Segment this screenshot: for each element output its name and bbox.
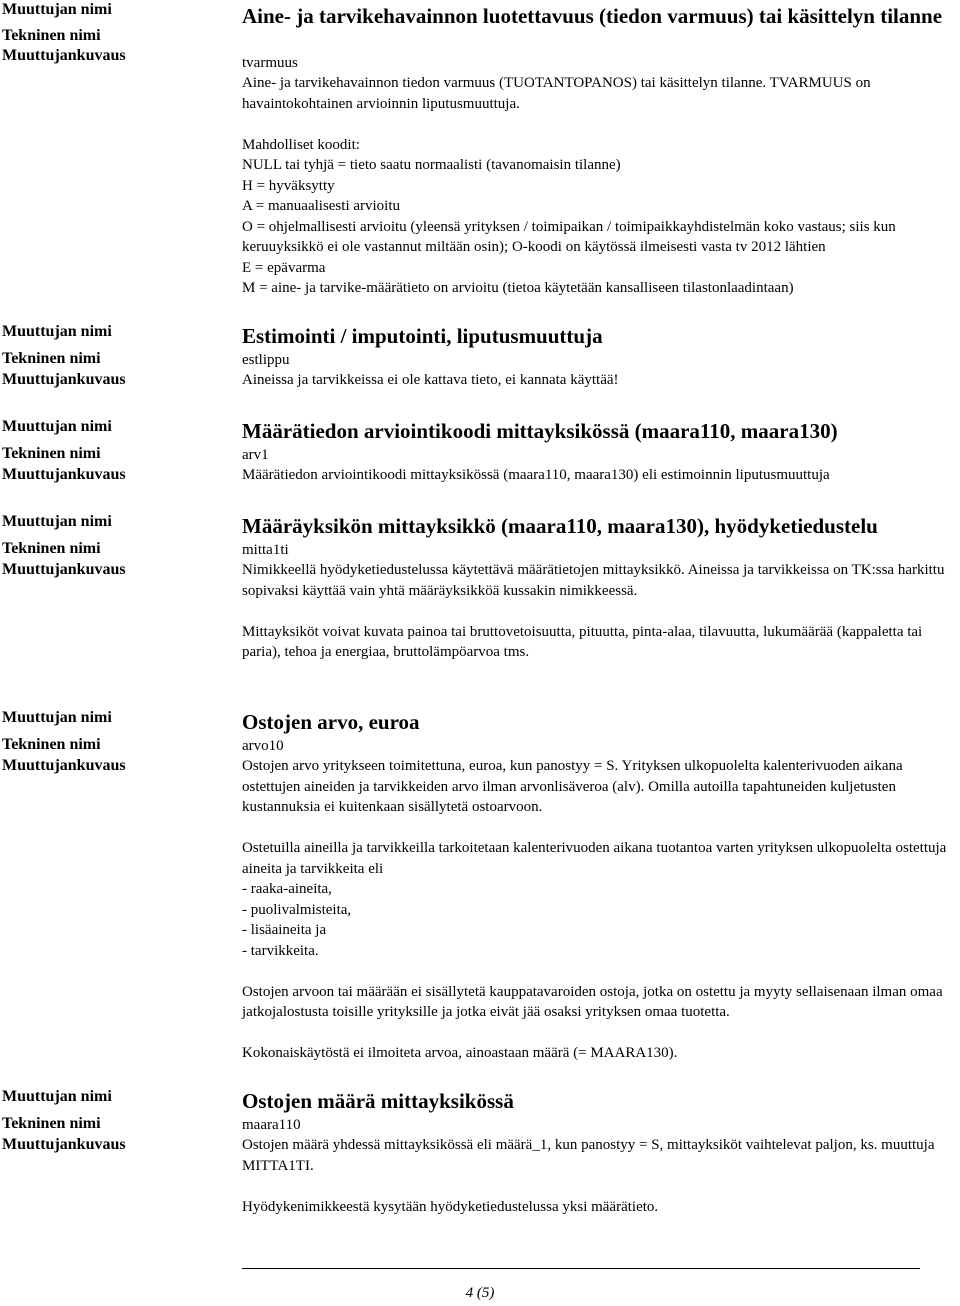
codes-heading: Mahdolliset koodit: <box>242 136 360 153</box>
variable-description <box>242 756 954 1064</box>
label-technical-name: Tekninen nimi <box>2 736 101 753</box>
variable-description <box>242 1135 954 1217</box>
list-item: - lisäaineita ja <box>242 922 327 938</box>
label-variable-name: Muuttujan nimi <box>2 323 112 340</box>
variable-description <box>242 465 954 486</box>
label-technical-name: Tekninen nimi <box>2 540 101 557</box>
label-variable-name: Muuttujan nimi <box>2 418 112 435</box>
list-item: - tarvikkeita. <box>242 942 319 959</box>
description-paragraph: Määrätiedon arviointikoodi mittayksikössä (maara110, maara130) eli estimoinnin liputusmuuttuja <box>242 467 830 483</box>
label-variable-name: Muuttujan nimi <box>2 513 112 530</box>
label-technical-name: Tekninen nimi <box>2 27 101 44</box>
variable-description <box>242 560 954 663</box>
variable-description <box>242 370 954 391</box>
code-item: NULL tai tyhjä = tieto saatu normaalisti (tavanomaisin tilanne) <box>242 157 621 173</box>
description-paragraph: Aineissa ja tarvikkeissa ei ole kattava tieto, ei kannata käyttää! <box>242 372 619 388</box>
label-variable-description: Muuttujankuvaus <box>2 757 126 774</box>
label-variable-name: Muuttujan nimi <box>2 709 112 726</box>
description-paragraph: Ostojen määrä yhdessä mittayksikössä eli määrä_1, kun panostyy = S, mittayksiköt vaihtelevat paljon, ks. muuttuja MITTA1TI. <box>242 1137 935 1174</box>
label-variable-description: Muuttujankuvaus <box>2 561 126 578</box>
technical-name: arv1 <box>242 447 269 463</box>
list-item: - puolivalmisteita, <box>242 901 352 918</box>
description-paragraph: Hyödykenimikkeestä kysytään hyödyketiedustelussa yksi määrätieto. <box>242 1198 659 1215</box>
label-technical-name: Tekninen nimi <box>2 350 101 367</box>
page-number: 4 (5) <box>465 1285 495 1301</box>
label-technical-name: Tekninen nimi <box>2 445 101 462</box>
variable-title: Määräyksikön mittayksikkö (maara110, maara130), hyödyketiedustelu <box>242 514 878 538</box>
technical-name: maara110 <box>242 1117 301 1133</box>
label-variable-name: Muuttujan nimi <box>2 1088 112 1105</box>
variable-title: Estimointi / imputointi, liputusmuuttuja <box>242 324 603 348</box>
variable-description <box>242 73 954 299</box>
code-item: O = ohjelmallisesti arvioitu (yleensä yrityksen / toimipaikan / toimipaikkayhdistelmän koko vastaus; siis kun keruuyksikkö ei ole vastannut miltään osin); O-koodi on käytössä ilmeisesti vasta tv 2012 lähtien <box>242 218 896 255</box>
description-paragraph: Kokonaiskäytöstä ei ilmoiteta arvoa, ainoastaan määrä (= MAARA130). <box>242 1045 678 1061</box>
variable-title: Määrätiedon arviointikoodi mittayksikössä (maara110, maara130) <box>242 419 838 443</box>
description-paragraph: Aine- ja tarvikehavainnon tiedon varmuus (TUOTANTOPANOS) tai käsittelyn tilanne. TVARMUUS on havaintokohtainen arvioinnin liputusmuuttuja. <box>242 75 871 112</box>
label-variable-description: Muuttujankuvaus <box>2 466 126 483</box>
variable-title: Ostojen määrä mittayksikössä <box>242 1089 514 1113</box>
label-technical-name: Tekninen nimi <box>2 1115 101 1132</box>
code-item: H = hyväksytty <box>242 177 335 194</box>
variable-title: Ostojen arvo, euroa <box>242 710 420 734</box>
description-paragraph: Ostojen arvoon tai määrään ei sisällytetä kauppatavaroiden ostoja, jotka on ostettu ja myyty sellaisenaan ilman omaa jatkojalostusta toisille yrityksille ja jotka eivät jää osaksi yrityksen omaa tuotetta. <box>242 983 943 1020</box>
label-variable-description: Muuttujankuvaus <box>2 371 126 388</box>
technical-name: arvo10 <box>242 738 284 754</box>
list-item: - raaka-aineita, <box>242 881 332 897</box>
description-paragraph: Mittayksiköt voivat kuvata painoa tai bruttovetoisuutta, pituutta, pinta-alaa, tilavuutta, lukumäärää (kappaletta tai paria), tehoa ja energiaa, bruttolämpöarvoa tms. <box>242 623 923 660</box>
footer-divider <box>242 1268 920 1269</box>
description-paragraph: Ostetuilla aineilla ja tarvikkeilla tarkoitetaan kalenterivuoden aikana tuotantoa varten yrityksen ulkopuolelta ostettuja aineita ja tarvikkeita eli <box>242 840 947 877</box>
label-variable-description: Muuttujankuvaus <box>2 1136 126 1153</box>
description-paragraph: Ostojen arvo yritykseen toimitettuna, euroa, kun panostyy = S. Yrityksen ulkopuolelta kalenterivuoden aikana ostettujen aineiden ja tarvikkeiden arvo ilman arvonlisäveroa (alv). Omilla autoilla tapahtuneiden kuljetusten kustannuksia ei kuitenkaan sisällytetä ostoarvoon. <box>242 758 903 815</box>
technical-name: mitta1ti <box>242 542 289 558</box>
code-item: M = aine- ja tarvike-määrätieto on arvioitu (tietoa käytetään kansalliseen tilastonlaadintaan) <box>242 280 794 296</box>
technical-name: tvarmuus <box>242 55 298 71</box>
label-variable-description: Muuttujankuvaus <box>2 47 126 64</box>
code-item: A = manuaalisesti arvioitu <box>242 198 401 214</box>
description-paragraph: Nimikkeellä hyödyketiedustelussa käytettävä määrätietojen mittayksikkö. Aineissa ja tarvikkeissa on TK:ssa harkittu sopivaksi käyttää vain yhtä määräyksikköä kussakin nimikkeessä. <box>242 562 945 599</box>
label-variable-name: Muuttujan nimi <box>2 1 112 18</box>
variable-title: Aine- ja tarvikehavainnon luotettavuus (tiedon varmuus) tai käsittelyn tilanne <box>242 4 943 28</box>
technical-name: estlippu <box>242 352 290 368</box>
code-item: E = epävarma <box>242 259 326 276</box>
